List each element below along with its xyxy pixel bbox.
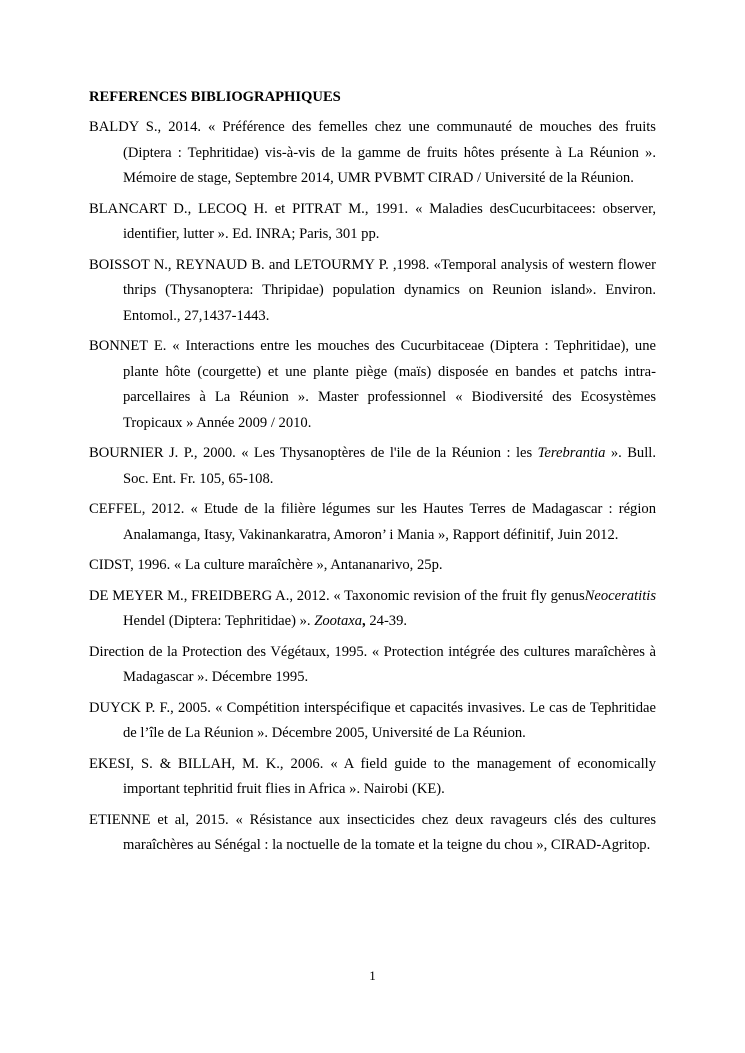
reference-boissot: BOISSOT N., REYNAUD B. and LETOURMY P. ,1998. «Temporal analysis of western flower thrips (Thysanoptera: Thripidae) population dynamics on Reunion island». Environ. Entomol., 27,1437-1443. [89, 256, 656, 324]
bibliography-page [89, 87, 656, 864]
reference-de-meyer-journal: Zootaxa [314, 613, 363, 629]
reference-etienne: ETIENNE et al, 2015. « Résistance aux insecticides chez deux ravageurs clés des cultures maraîchères au Sénégal : la noctuelle de la tomate et la teigne du chou », CIRAD-Agritop. [89, 811, 656, 853]
reference-de-meyer-genus: Neoceratitis [584, 587, 656, 604]
reference-ekesi: EKESI, S. & BILLAH, M. K., 2006. « A field guide to the management of economically important tephritid fruit flies in Africa ». Nairobi (KE). [89, 755, 656, 797]
section-heading: REFERENCES BIBLIOGRAPHIQUES [89, 89, 341, 105]
reference-de-meyer-text: DE MEYER M., FREIDBERG A., 2012. « Taxonomic revision of the fruit fly genus [89, 587, 585, 604]
reference-bonnet: BONNET E. « Interactions entre les mouches des Cucurbitaceae (Diptera : Tephritidae), une plante hôte (courgette) et une plante piège (maïs) disposée en bandes et patchs intra-parcellaires à La Réunion ». Master professionnel « Biodiversité des Ecosystèmes Tropicaux » Année 2009 / 2010. [89, 338, 656, 431]
reference-de-meyer-comma: , [362, 613, 366, 629]
reference-bournier-taxon: Terebrantia [537, 445, 606, 461]
reference-de-meyer [89, 584, 656, 635]
reference-baldy: BALDY S., 2014. « Préférence des femelles chez une communauté de mouches des fruits (Diptera : Tephritidae) vis-à-vis de la gamme de fruits hôtes présente à La Réunion ». Mémoire de stage, Septembre 2014, UMR PVBMT CIRAD / Université de la Réunion. [89, 119, 656, 186]
reference-cidst: CIDST, 1996. « La culture maraîchère », Antananarivo, 25p. [89, 557, 443, 573]
reference-ceffel: CEFFEL, 2012. « Etude de la filière légumes sur les Hautes Terres de Madagascar : région Analamanga, Itasy, Vakinankaratra, Amoron’ i Mania », Rapport définitif, Juin 2012. [89, 501, 656, 543]
reference-de-meyer-title-end: Hendel (Diptera: Tephritidae) ». [123, 613, 315, 629]
reference-bournier-text: BOURNIER J. P., 2000. « Les Thysanoptères de l'ile de la Réunion : les [89, 445, 538, 461]
page-number: 1 [369, 968, 376, 983]
reference-blancart: BLANCART D., LECOQ H. et PITRAT M., 1991. « Maladies desCucurbitacees: observer, identifier, lutter ». Ed. INRA; Paris, 301 pp. [89, 200, 656, 242]
reference-bournier-source: ». Bull. Soc. Ent. Fr. 105, 65-108. [123, 445, 656, 487]
reference-dpv: Direction de la Protection des Végétaux, 1995. « Protection intégrée des cultures maraîchères à Madagascar ». Décembre 1995. [89, 643, 656, 685]
reference-duyck: DUYCK P. F., 2005. « Compétition interspécifique et capacités invasives. Le cas de Tephritidae de l’île de La Réunion ». Décembre 2005, Université de La Réunion. [89, 699, 656, 741]
reference-bournier [89, 441, 656, 492]
reference-de-meyer-pages: 24-39. [365, 613, 408, 629]
